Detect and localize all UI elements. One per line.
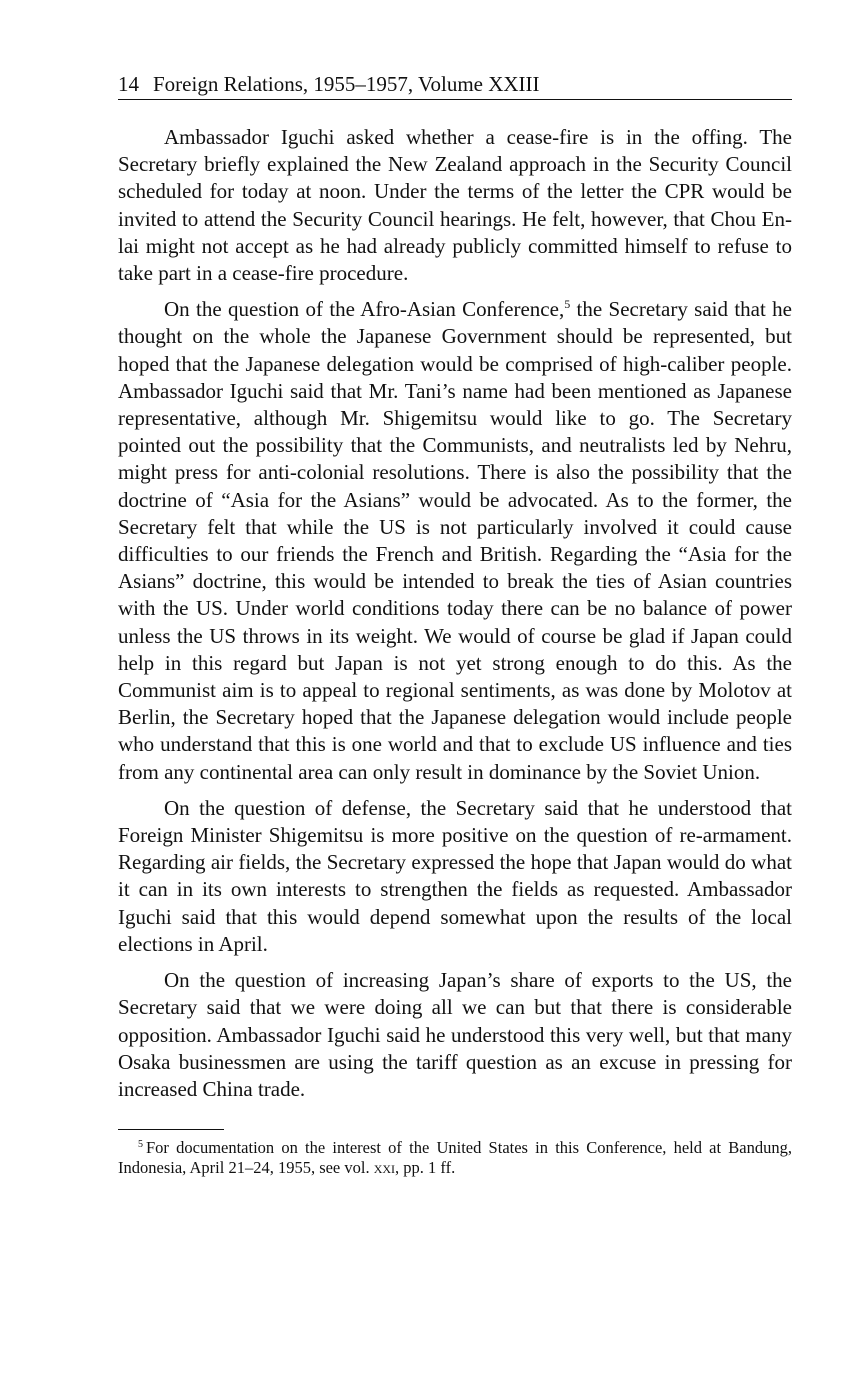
paragraph-afro-asian-conference bbox=[118, 296, 792, 786]
series-title: Foreign Relations, 1955–1957, Volume XXIII bbox=[153, 72, 540, 96]
footnote-volume: xxi bbox=[373, 1158, 396, 1178]
paragraph-text: the Secretary said that he thought on the whole the Japanese Government should be represented, but hoped that the Japanese delegation would be comprised of high-caliber people. Ambassador Iguchi said that Mr. Tani’s name had been mentioned as Japanese representative, although Mr. Shigemitsu would like to go. The Secretary pointed out the possibility that the Communists, and neutralists led by Nehru, might press for anti-colonial resolutions. There is also the possibility that the doctrine of “Asia for the Asians” would be advocated. As to the former, the Secretary felt that while the US is not particularly involved it could cause difficulties to our friends the French and British. Regarding the “Asia for the Asians” doctrine, this would be intended to break the ties of Asian countries with the US. Under world conditions today there can be no balance of power unless the US throws in its weight. We would of course be glad if Japan could help in this regard but Japan is not yet strong enough to do this. As the Communist aim is to appeal to regional sentiments, as was done by Molotov at Berlin, the Secretary hoped that the Japanese delegation would include people who understand that this is one world and that to exclude US influence and ties from any continental area can only result in dominance by the Soviet Union. bbox=[118, 297, 792, 784]
running-head bbox=[118, 70, 792, 100]
footnote-divider bbox=[118, 1129, 224, 1130]
footnote-marker: 5 bbox=[138, 1138, 143, 1150]
body-text bbox=[118, 124, 792, 1103]
paragraph-cease-fire: Ambassador Iguchi asked whether a cease-fire is in the offing. The Secretary briefly explained the New Zealand approach in the Security Council scheduled for today at noon. Under the terms of the letter the CPR would be invited to attend the Security Council hearings. He felt, however, that Chou En-lai might not accept as he had already publicly committed himself to refuse to take part in a cease-fire procedure. bbox=[118, 125, 792, 286]
paragraph-exports: On the question of increasing Japan’s share of exports to the US, the Secretary said that we were doing all we can but that there is considerable opposition. Ambassador Iguchi said he understood this very well, but that many Osaka businessmen are using the tariff question as an excuse in pressing for increased China trade. bbox=[118, 968, 792, 1101]
footnote-text-end: , pp. 1 ff. bbox=[395, 1158, 456, 1178]
footnote bbox=[118, 1138, 792, 1178]
document-page bbox=[118, 70, 792, 1178]
page-number: 14 bbox=[118, 72, 139, 96]
paragraph-text: On the question of the Afro-Asian Conference, bbox=[164, 297, 565, 322]
footnote-text: For documentation on the interest of the United States in this Conference, held at Bandung, Indonesia, April 21–24, 1955, see vol. bbox=[118, 1138, 792, 1178]
paragraph-defense: On the question of defense, the Secretary said that he understood that Foreign Minister Shigemitsu is more positive on the question of re-armament. Regarding air fields, the Secretary expressed the hope that Japan would do what it can in its own interests to strengthen the fields as requested. Ambassador Iguchi said that this would depend somewhat upon the results of the local elections in April. bbox=[118, 795, 792, 956]
footnote-reference[interactable]: 5 bbox=[564, 297, 571, 312]
